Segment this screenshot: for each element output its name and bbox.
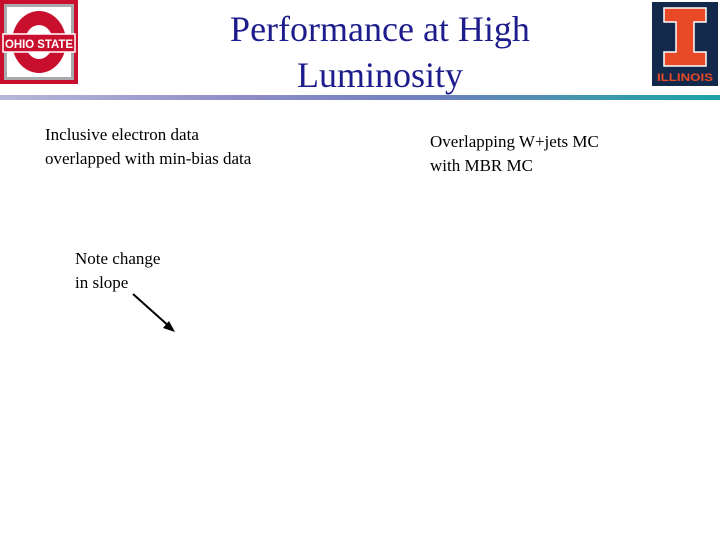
note-arrow-shaft: [133, 294, 171, 328]
slide-title: [170, 6, 590, 98]
slope-note-line-1: Note change: [75, 249, 161, 268]
illinois-wordmark: ILLINOIS: [657, 72, 713, 84]
left-caption-line-1: Inclusive electron data: [45, 125, 199, 144]
slope-note-line-2: in slope: [75, 273, 129, 292]
left-caption-line-2: overlapped with min-bias data: [45, 149, 252, 168]
left-caption: [45, 123, 251, 171]
illinois-logo: [652, 2, 718, 86]
note-arrow-icon: [125, 288, 185, 338]
right-caption-line-1: Overlapping W+jets MC: [430, 132, 599, 151]
ohio-state-logo: [0, 0, 78, 84]
slide-title-line-2: Luminosity: [296, 55, 463, 95]
right-caption-line-2: with MBR MC: [430, 156, 533, 175]
header-divider: [0, 95, 720, 100]
ohio-state-wordmark: OHIO STATE: [5, 37, 73, 51]
right-caption: [430, 130, 599, 178]
slide-title-line-1: Performance at High: [230, 9, 530, 49]
